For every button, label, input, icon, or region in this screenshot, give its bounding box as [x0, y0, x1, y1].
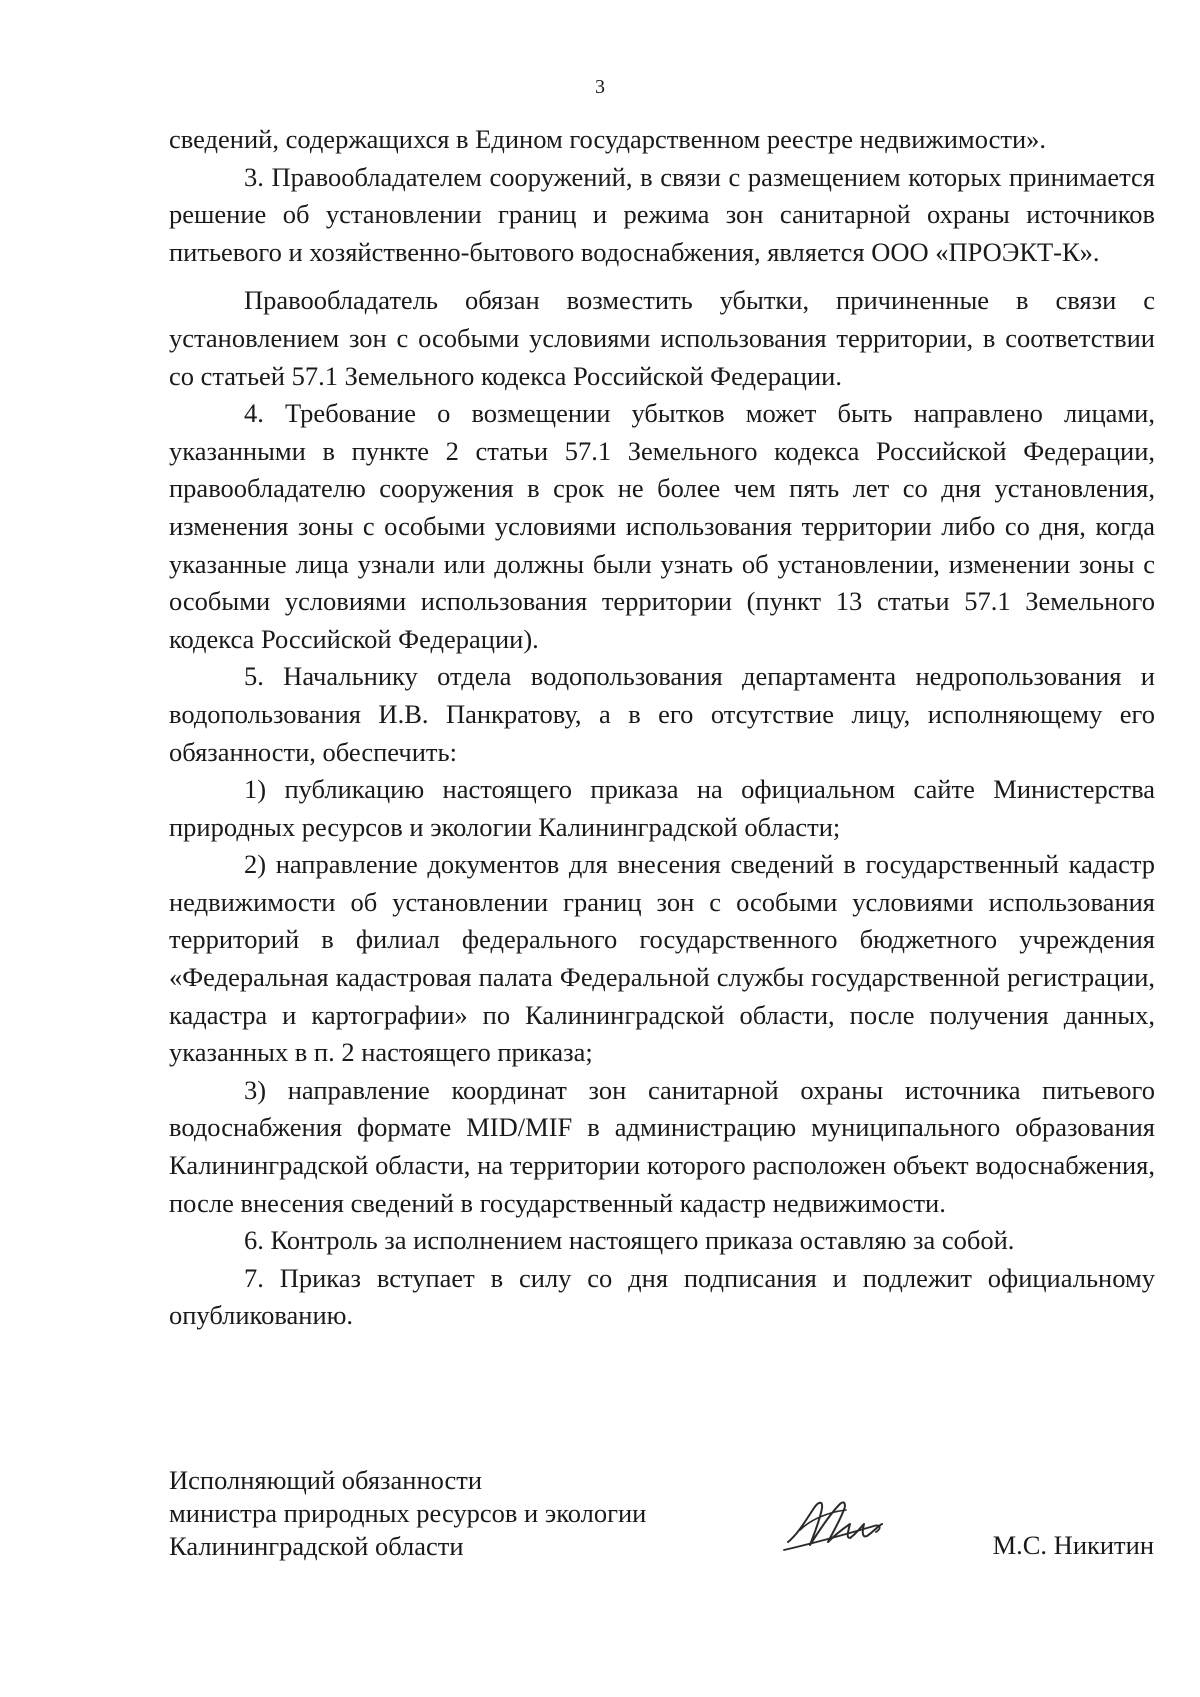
- paragraph: 5. Начальнику отдела водопользования департамента недропользования и водопользования И.В. Панкратову, а в его отсутствие лицу, исполняющему его обязанности, обеспечить:: [169, 661, 1155, 767]
- paragraph: 7. Приказ вступает в силу со дня подписания и подлежит официальному опубликованию.: [169, 1262, 1155, 1331]
- paragraph: 4. Требование о возмещении убытков может быть направлено лицами, указанными в пункте 2 статьи 57.1 Земельного кодекса Российской Федерации, правообладателю сооружения в срок не более чем пять лет со дня установления, изменения зоны с особыми условиями использования территории либо со дня, когда указанные лица узнали или должны были узнать об установлении, изменении зоны с особыми условиями использования территории (пункт 13 статьи 57.1 Земельного кодекса Российской Федерации).: [169, 398, 1155, 654]
- paragraph: сведений, содержащихся в Едином государственном реестре недвижимости».: [169, 124, 1046, 154]
- paragraph: 3) направление координат зон санитарной охраны источника питьевого водоснабжения формате MID/MIF в администрацию муниципального образования Калининградской области, на территории которого расположен объект водоснабжения, после внесения сведений в государственный кадастр недвижимости.: [169, 1074, 1155, 1218]
- signer-name: М.С. Никитин: [992, 1530, 1154, 1560]
- paragraph: 2) направление документов для внесения сведений в государственный кадастр недвижимости об установлении границ зон с особыми условиями использования территорий в филиал федерального государственного бюджетного учреждения «Федеральная кадастровая палата Федеральной службы государственной регистрации, кадастра и картографии» по Калининградской области, после получения данных, указанных в п. 2 настоящего приказа;: [169, 849, 1155, 1068]
- signatory-title: [169, 1464, 646, 1563]
- paragraph: 1) публикацию настоящего приказа на официальном сайте Министерства природных ресурсов и экологии Калининградской области;: [169, 774, 1155, 842]
- paragraph: Правообладатель обязан возместить убытки, причиненные в связи с установлением зон с особыми условиями использования территории, в соответствии со статьей 57.1 Земельного кодекса Российской Федерации.: [169, 285, 1155, 391]
- handwritten-signature: [770, 1490, 890, 1560]
- paragraph: 6. Контроль за исполнением настоящего приказа оставляю за собой.: [244, 1225, 1015, 1256]
- page-number: 3: [595, 76, 605, 98]
- signatory-title-line: министра природных ресурсов и экологии: [169, 1498, 647, 1528]
- signatory-title-line: Калининградской области: [169, 1531, 464, 1561]
- paragraph: 3. Правообладателем сооружений, в связи с размещением которых принимается решение об установлении границ и режима зон санитарной охраны источников питьевого и хозяйственно-бытового водоснабжения, является ООО «ПРОЭКТ-К».: [169, 161, 1155, 267]
- signatory-title-line: Исполняющий обязанности: [169, 1465, 483, 1495]
- document-body: [169, 121, 1155, 1335]
